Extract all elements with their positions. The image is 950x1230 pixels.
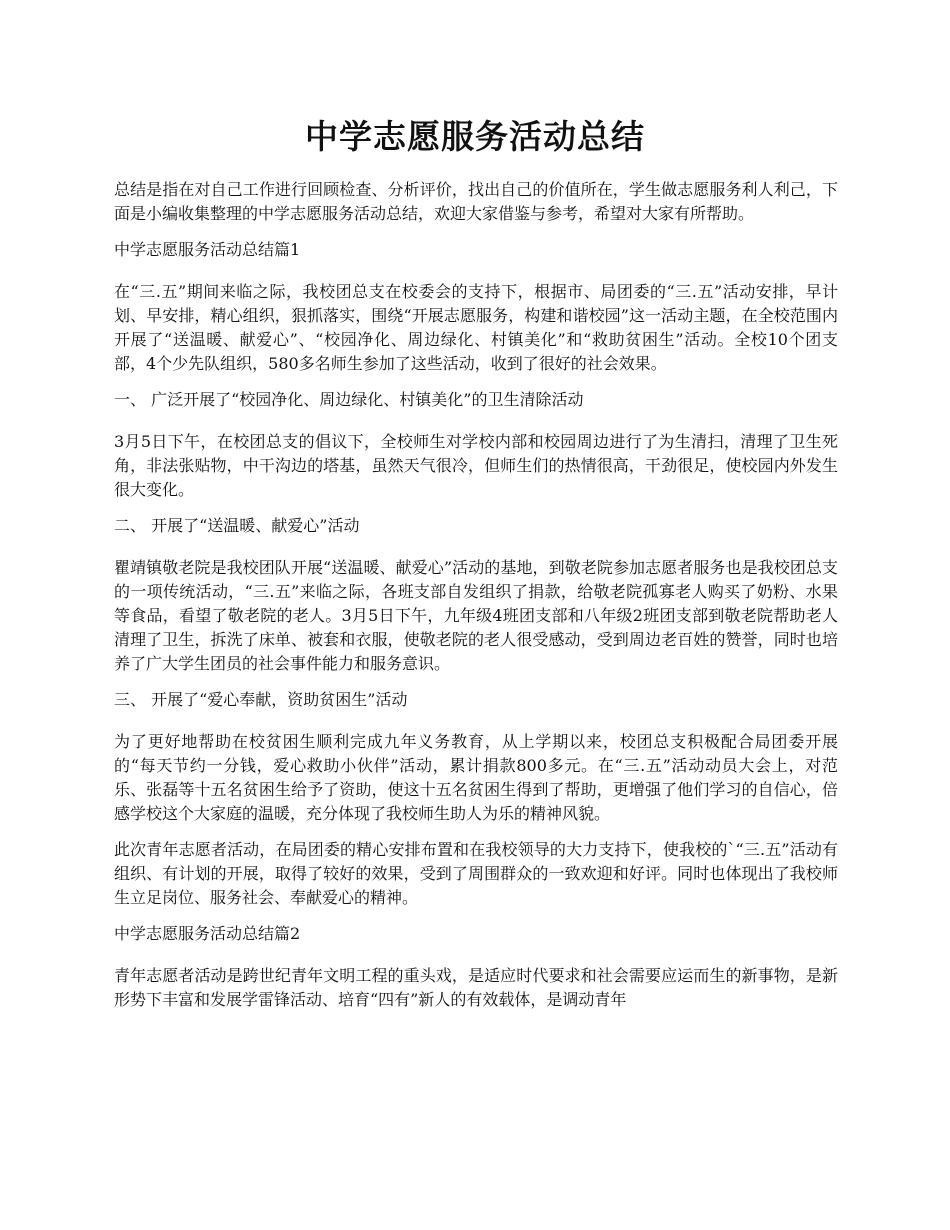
section1-paragraph-2: 3月5日下午，在校团总支的倡议下，全校师生对学校内部和校园周边进行了为生清扫，清理了卫生死角，非法张贴物，中干沟边的塔基，虽然天气很冷，但师生们的热情很高，干劲很足，使校园内外发生很大变化。 — [114, 432, 838, 499]
subheading-1: 一、 广泛开展了“校园净化、周边绿化、村镇美化”的卫生清除活动 — [114, 390, 584, 409]
subheading-3: 三、 开展了“爱心奉献，资助贫困生”活动 — [114, 690, 408, 709]
intro-paragraph: 总结是指在对自己工作进行回顾检查、分析评价，找出自己的价值所在，学生做志愿服务利人利己，下面是小编收集整理的中学志愿服务活动总结，欢迎大家借鉴与参考，希望对大家有所帮助。 — [114, 180, 838, 223]
section2-paragraph-1: 青年志愿者活动是跨世纪青年文明工程的重头戏，是适应时代要求和社会需要应运而生的新事物，是新形势下丰富和发展学雷锋活动、培育“四有”新人的有效载体，是调动青年 — [114, 966, 838, 1009]
section1-paragraph-5: 此次青年志愿者活动，在局团委的精心安排布置和在我校领导的大力支持下，使我校的`“三.五”活动有组织、有计划的开展，取得了较好的效果，受到了周围群众的一致欢迎和好评。同时也体现出了我校师生立足岗位、服务社会、奉献爱心的精神。 — [114, 840, 838, 907]
section1-paragraph-3: 瞿靖镇敬老院是我校团队开展“送温暖、献爱心”活动的基地，到敬老院参加志愿者服务也是我校团总支的一项传统活动，“三.五”来临之际，各班支部自发组织了捐款，给敬老院孤寡老人购买了奶粉、水果等食品，看望了敬老院的老人。3月5日下午，九年级4班团支部和八年级2班团支部到敬老院帮助老人清理了卫生，拆洗了床单、被套和衣服，使敬老院的老人很受感动，受到周边老百姓的赞誉，同时也培养了广大学生团员的社会事件能力和服务意识。 — [114, 558, 838, 673]
subheading-2: 二、 开展了“送温暖、献爱心”活动 — [114, 516, 360, 535]
page-title: 中学志愿服务活动总结 — [305, 117, 645, 156]
section-heading-1: 中学志愿服务活动总结篇1 — [114, 240, 301, 259]
section-heading-2: 中学志愿服务活动总结篇2 — [114, 924, 301, 943]
section1-paragraph-4: 为了更好地帮助在校贫困生顺利完成九年义务教育，从上学期以来，校团总支积极配合局团委开展的“每天节约一分钱，爱心救助小伙伴”活动，累计捐款800多元。在“三.五”活动动员大会上，对范乐、张磊等十五名贫困生给予了资助，使这十五名贫困生得到了帮助，更增强了他们学习的自信心，倍感学校这个大家庭的温暖，充分体现了我校师生助人为乐的精神风貌。 — [114, 732, 838, 823]
section1-paragraph-1: 在“三.五”期间来临之际，我校团总支在校委会的支持下，根据市、局团委的“三.五”活动安排，早计划、早安排，精心组织，狠抓落实，围绕“开展志愿服务，构建和谐校园”这一活动主题，在全校范围内开展了“送温暖、献爱心”、“校园净化、周边绿化、村镇美化”和“救助贫困生”活动。全校10个团支部，4个少先队组织，580多名师生参加了这些活动，收到了很好的社会效果。 — [114, 282, 838, 373]
document-body — [114, 178, 838, 1024]
